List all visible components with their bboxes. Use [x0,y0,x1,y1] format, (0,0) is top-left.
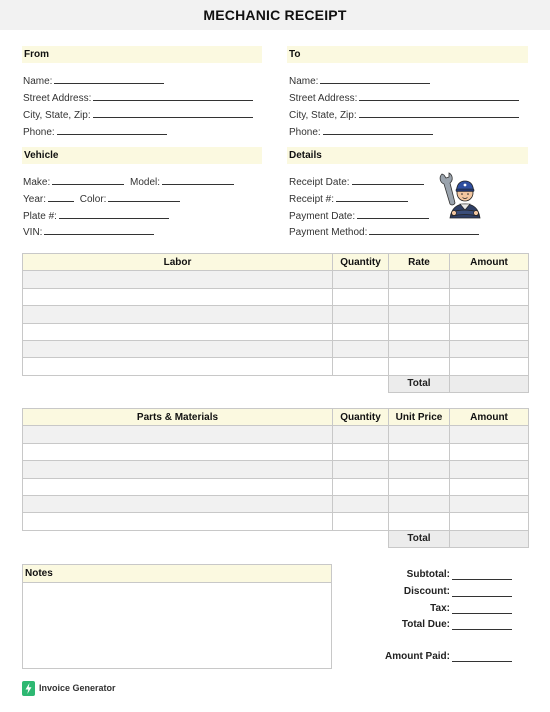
amount-paid-field[interactable] [360,651,512,665]
invoice-generator-logo-icon [22,681,35,696]
to-heading: To [287,46,528,63]
parts-total-label: Total [389,530,450,547]
vehicle-color-label: Color: [79,194,107,205]
footer-brand[interactable] [22,680,116,696]
table-row[interactable] [23,306,529,323]
table-row[interactable] [23,426,529,443]
table-row[interactable] [23,495,529,512]
table-row[interactable] [23,513,529,530]
from-street-label: Street Address: [23,93,92,104]
vehicle-model-label: Model: [130,177,161,188]
labor-total-row [23,375,529,392]
to-city-label: City, State, Zip: [289,110,357,121]
from-street-field[interactable] [23,91,253,105]
vehicle-model-field[interactable] [162,175,234,185]
vehicle-make-model-row [23,175,234,189]
subtotal-label: Subtotal: [406,569,450,580]
to-phone-label: Phone: [289,127,321,138]
to-name-label: Name: [289,76,319,87]
details-heading: Details [287,147,528,164]
parts-quantity-header: Quantity [333,409,389,426]
payment-method-field[interactable] [289,225,479,239]
table-row[interactable] [23,478,529,495]
from-phone-field[interactable] [23,125,167,139]
labor-table [22,253,529,393]
receipt-number-label: Receipt #: [289,194,335,205]
receipt-date-label: Receipt Date: [289,177,350,188]
vehicle-make-label: Make: [23,177,51,188]
parts-amount-header: Amount [450,409,529,426]
to-phone-field[interactable] [289,125,433,139]
vehicle-year-color-row [23,192,180,206]
vehicle-year-label: Year: [23,194,46,205]
total-due-field[interactable] [360,619,512,633]
mechanic-with-wrench-icon [436,170,486,220]
labor-col-header: Labor [23,254,333,271]
labor-table-header [23,254,529,271]
to-name-field[interactable] [289,74,430,88]
footer-brand-text: Invoice Generator [39,683,116,693]
from-name-label: Name: [23,76,53,87]
from-name-field[interactable] [23,74,164,88]
table-row[interactable] [23,288,529,305]
table-row[interactable] [23,461,529,478]
total-due-label: Total Due: [401,619,450,630]
to-street-label: Street Address: [289,93,358,104]
parts-unit-price-header: Unit Price [389,409,450,426]
vehicle-year-field[interactable] [48,192,74,202]
parts-total-value[interactable] [450,530,529,547]
vehicle-color-field[interactable] [108,192,180,202]
tax-label: Tax: [430,603,450,614]
payment-date-field[interactable] [289,209,429,223]
parts-total-row [23,530,529,547]
vehicle-plate-field[interactable] [23,209,169,223]
discount-field[interactable] [360,586,512,600]
labor-quantity-header: Quantity [333,254,389,271]
parts-table-header [23,409,529,426]
vehicle-vin-label: VIN: [23,227,43,238]
vehicle-heading: Vehicle [22,147,262,164]
to-street-field[interactable] [289,91,519,105]
from-heading: From [22,46,262,63]
table-row[interactable] [23,340,529,357]
labor-total-label: Total [389,375,450,392]
notes-box[interactable] [22,564,332,669]
page-title: MECHANIC RECEIPT [0,0,550,30]
amount-paid-label: Amount Paid: [385,651,450,662]
to-city-field[interactable] [289,108,519,122]
labor-total-value[interactable] [450,375,529,392]
table-row[interactable] [23,443,529,460]
subtotal-field[interactable] [360,569,512,583]
tax-field[interactable] [360,603,512,617]
from-city-field[interactable] [23,108,253,122]
receipt-date-field[interactable] [289,175,424,189]
vehicle-plate-label: Plate #: [23,211,57,222]
parts-col-header: Parts & Materials [23,409,333,426]
vehicle-make-field[interactable] [52,175,124,185]
from-city-label: City, State, Zip: [23,110,91,121]
labor-amount-header: Amount [450,254,529,271]
table-row[interactable] [23,323,529,340]
receipt-number-field[interactable] [289,192,408,206]
from-phone-label: Phone: [23,127,55,138]
parts-table [22,408,529,548]
vehicle-vin-field[interactable] [23,225,154,239]
table-row[interactable] [23,358,529,375]
discount-label: Discount: [403,586,450,597]
payment-date-label: Payment Date: [289,211,356,222]
labor-rate-header: Rate [389,254,450,271]
notes-heading: Notes [23,565,331,583]
table-row[interactable] [23,271,529,288]
payment-method-label: Payment Method: [289,227,368,238]
